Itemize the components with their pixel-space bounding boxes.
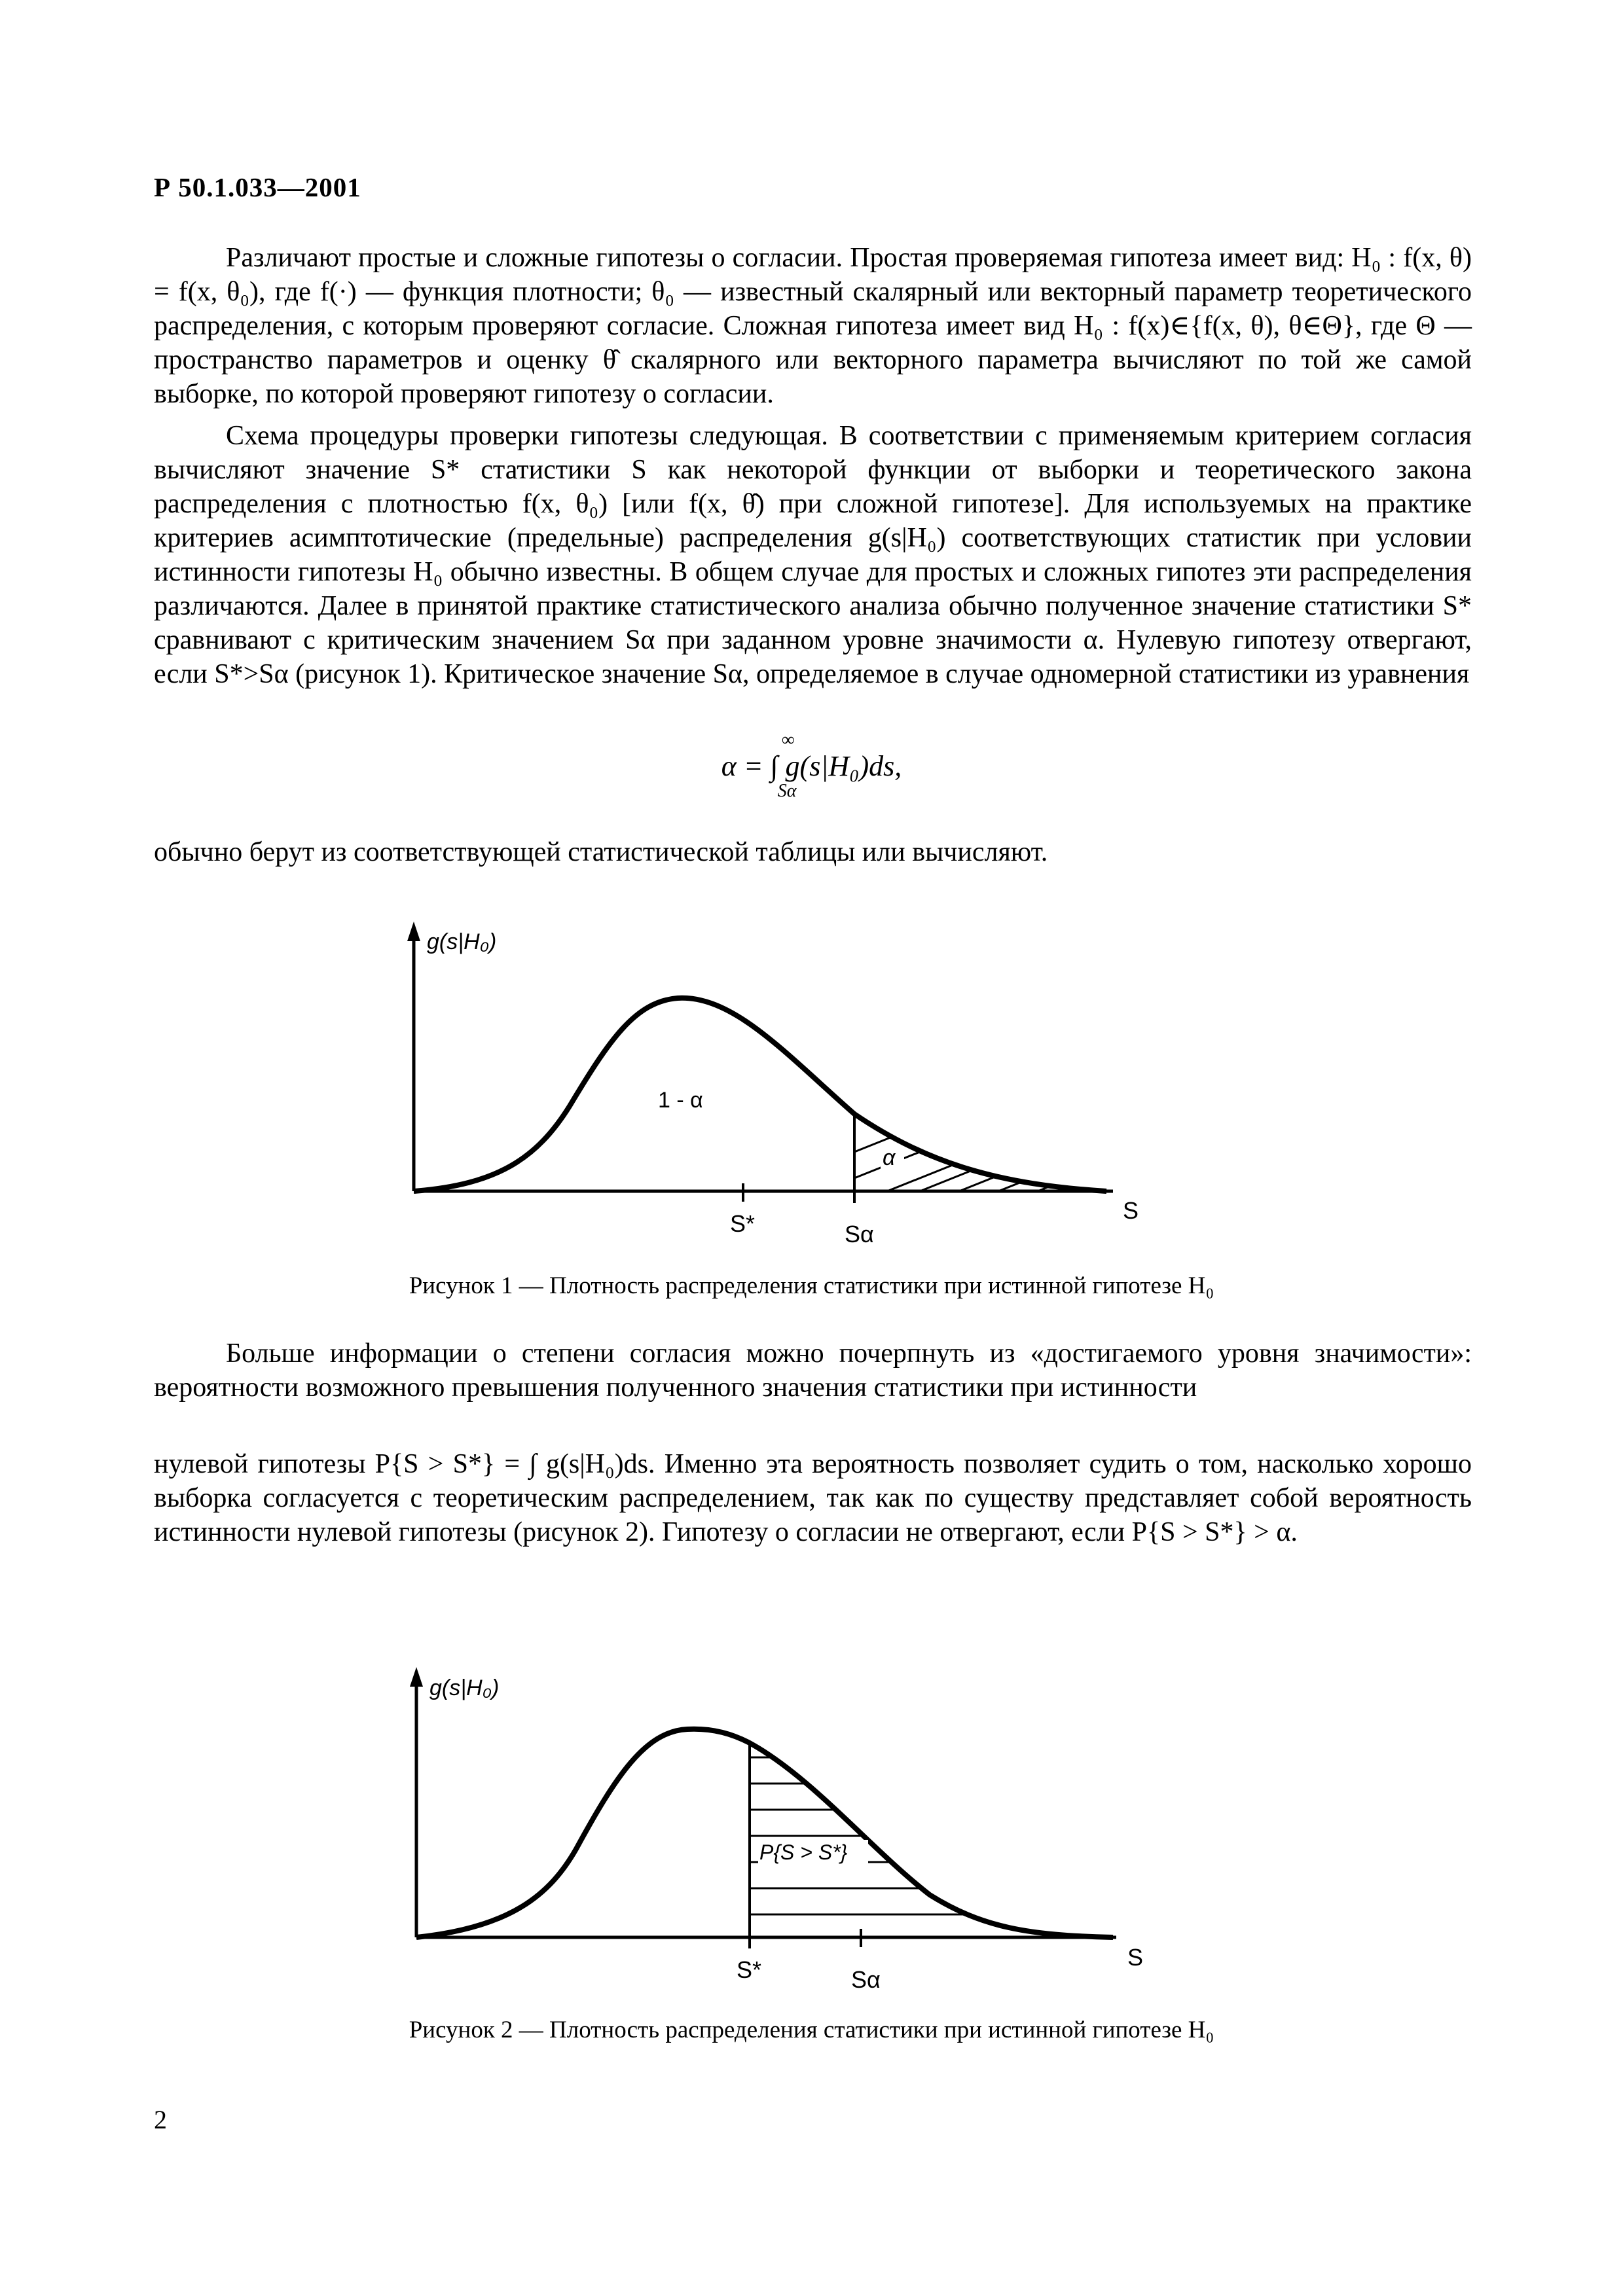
page-number: 2 [154,2105,167,2134]
paragraph-procedure: Схема процедуры проверки гипотезы следующая. В соответствии с применяемым критерием согласия вычисляют значение S* статистики S как некоторой функции от выборки и теоретического закона распределения с плотностью f(x, θ₀) [или f(x, θ̂) при сложной гипотезе]. Для используемых на практике критериев асимптотические (предельные) распределения g(s|H₀) соответствующих статистик при условии истинности гипотезы H₀ обычно известны. В общем случае для простых и сложных гипотез эти распределения различаются. Далее в принятой практике статистического анализа обычно полученное значение статистики S* сравнивают с критическим значением Sα при заданном уровне значимости α. Нулевую гипотезу отвергают, если S*>Sα (рисунок 1). Критическое значение Sα, определяемое в случае одномерной статистики из уравнения [154,421,1472,689]
figure-1-s-star-label: S* [730,1210,756,1237]
figure-2-x-label: S [1127,1944,1144,1971]
formula-alpha [0,730,1623,801]
figure-2-s-alpha-label: Sα [851,1966,881,1993]
figure-2-caption: Рисунок 2 — Плотность распределения статистики при истинной гипотезе H₀ [409,2017,1214,2043]
document-header: Р 50.1.033—2001 [154,172,361,202]
paragraph-probability: нулевой гипотезы P{S > S*} = ∫ g(s|H₀)ds. Именно эта вероятность позволяет судить о том, насколько хорошо выборка согласуется с теоретическим распределением, так как по существу представляет собой вероятность истинности нулевой гипотезы (рисунок 2). Гипотезу о согласии не отвергают, если P{S > S*} > α. [154,1449,1472,1547]
paragraph-table: обычно берут из соответствующей статистической таблицы или вычисляют. [154,837,1048,867]
figure-2-plot [0,1653,1623,2006]
formula-alpha-lower-limit: Sα [777,781,797,801]
figure-1-region-label: 1 - α [658,1088,703,1113]
figure-2-y-arrow [410,1667,423,1687]
figure-1-x-label: S [1123,1197,1139,1224]
figure-1-plot [0,910,1623,1263]
figure-1-tail-label: α [883,1145,896,1170]
figure-1-density-curve [414,998,1106,1191]
figure-1-y-arrow [407,922,420,941]
formula-alpha-expression: α = ∫ g(s|H₀)ds, [721,750,902,782]
paragraph-hypotheses: Различают простые и сложные гипотезы о согласии. Простая проверяемая гипотеза имеет вид: H₀ : f(x, θ) = f(x, θ₀), где f(·) — функция плотности; θ₀ — известный скалярный или векторный параметр теоретического распределения, с которым проверяют согласие. Сложная гипотеза имеет вид H₀ : f(x)∈{f(x, θ), θ∈Θ}, где Θ — пространство параметров и оценку θ̂ скалярного или векторного параметра вычисляют по той же самой выборке, по которой проверяют гипотезу о согласии. [154,243,1472,409]
formula-alpha-upper-limit: ∞ [781,730,795,750]
figure-1-caption: Рисунок 1 — Плотность распределения статистики при истинной гипотезе H₀ [409,1272,1214,1299]
paragraph-significance: Больше информации о степени согласия можно почерпнуть из «достигаемого уровня значимости»: вероятности возможного превышения полученного значения статистики при истинности [154,1338,1472,1403]
figure-2-tail-label: P{S > S*} [759,1840,848,1864]
figure-2-density-curve [416,1729,1113,1937]
figure-1-y-label: g(s|H₀) [427,929,497,954]
figure-2 [0,1653,1623,2006]
figure-1 [0,910,1623,1263]
figure-2-s-star-label: S* [737,1956,762,1983]
figure-1-s-alpha-label: Sα [845,1221,874,1247]
figure-2-y-label: g(s|H₀) [429,1676,500,1700]
